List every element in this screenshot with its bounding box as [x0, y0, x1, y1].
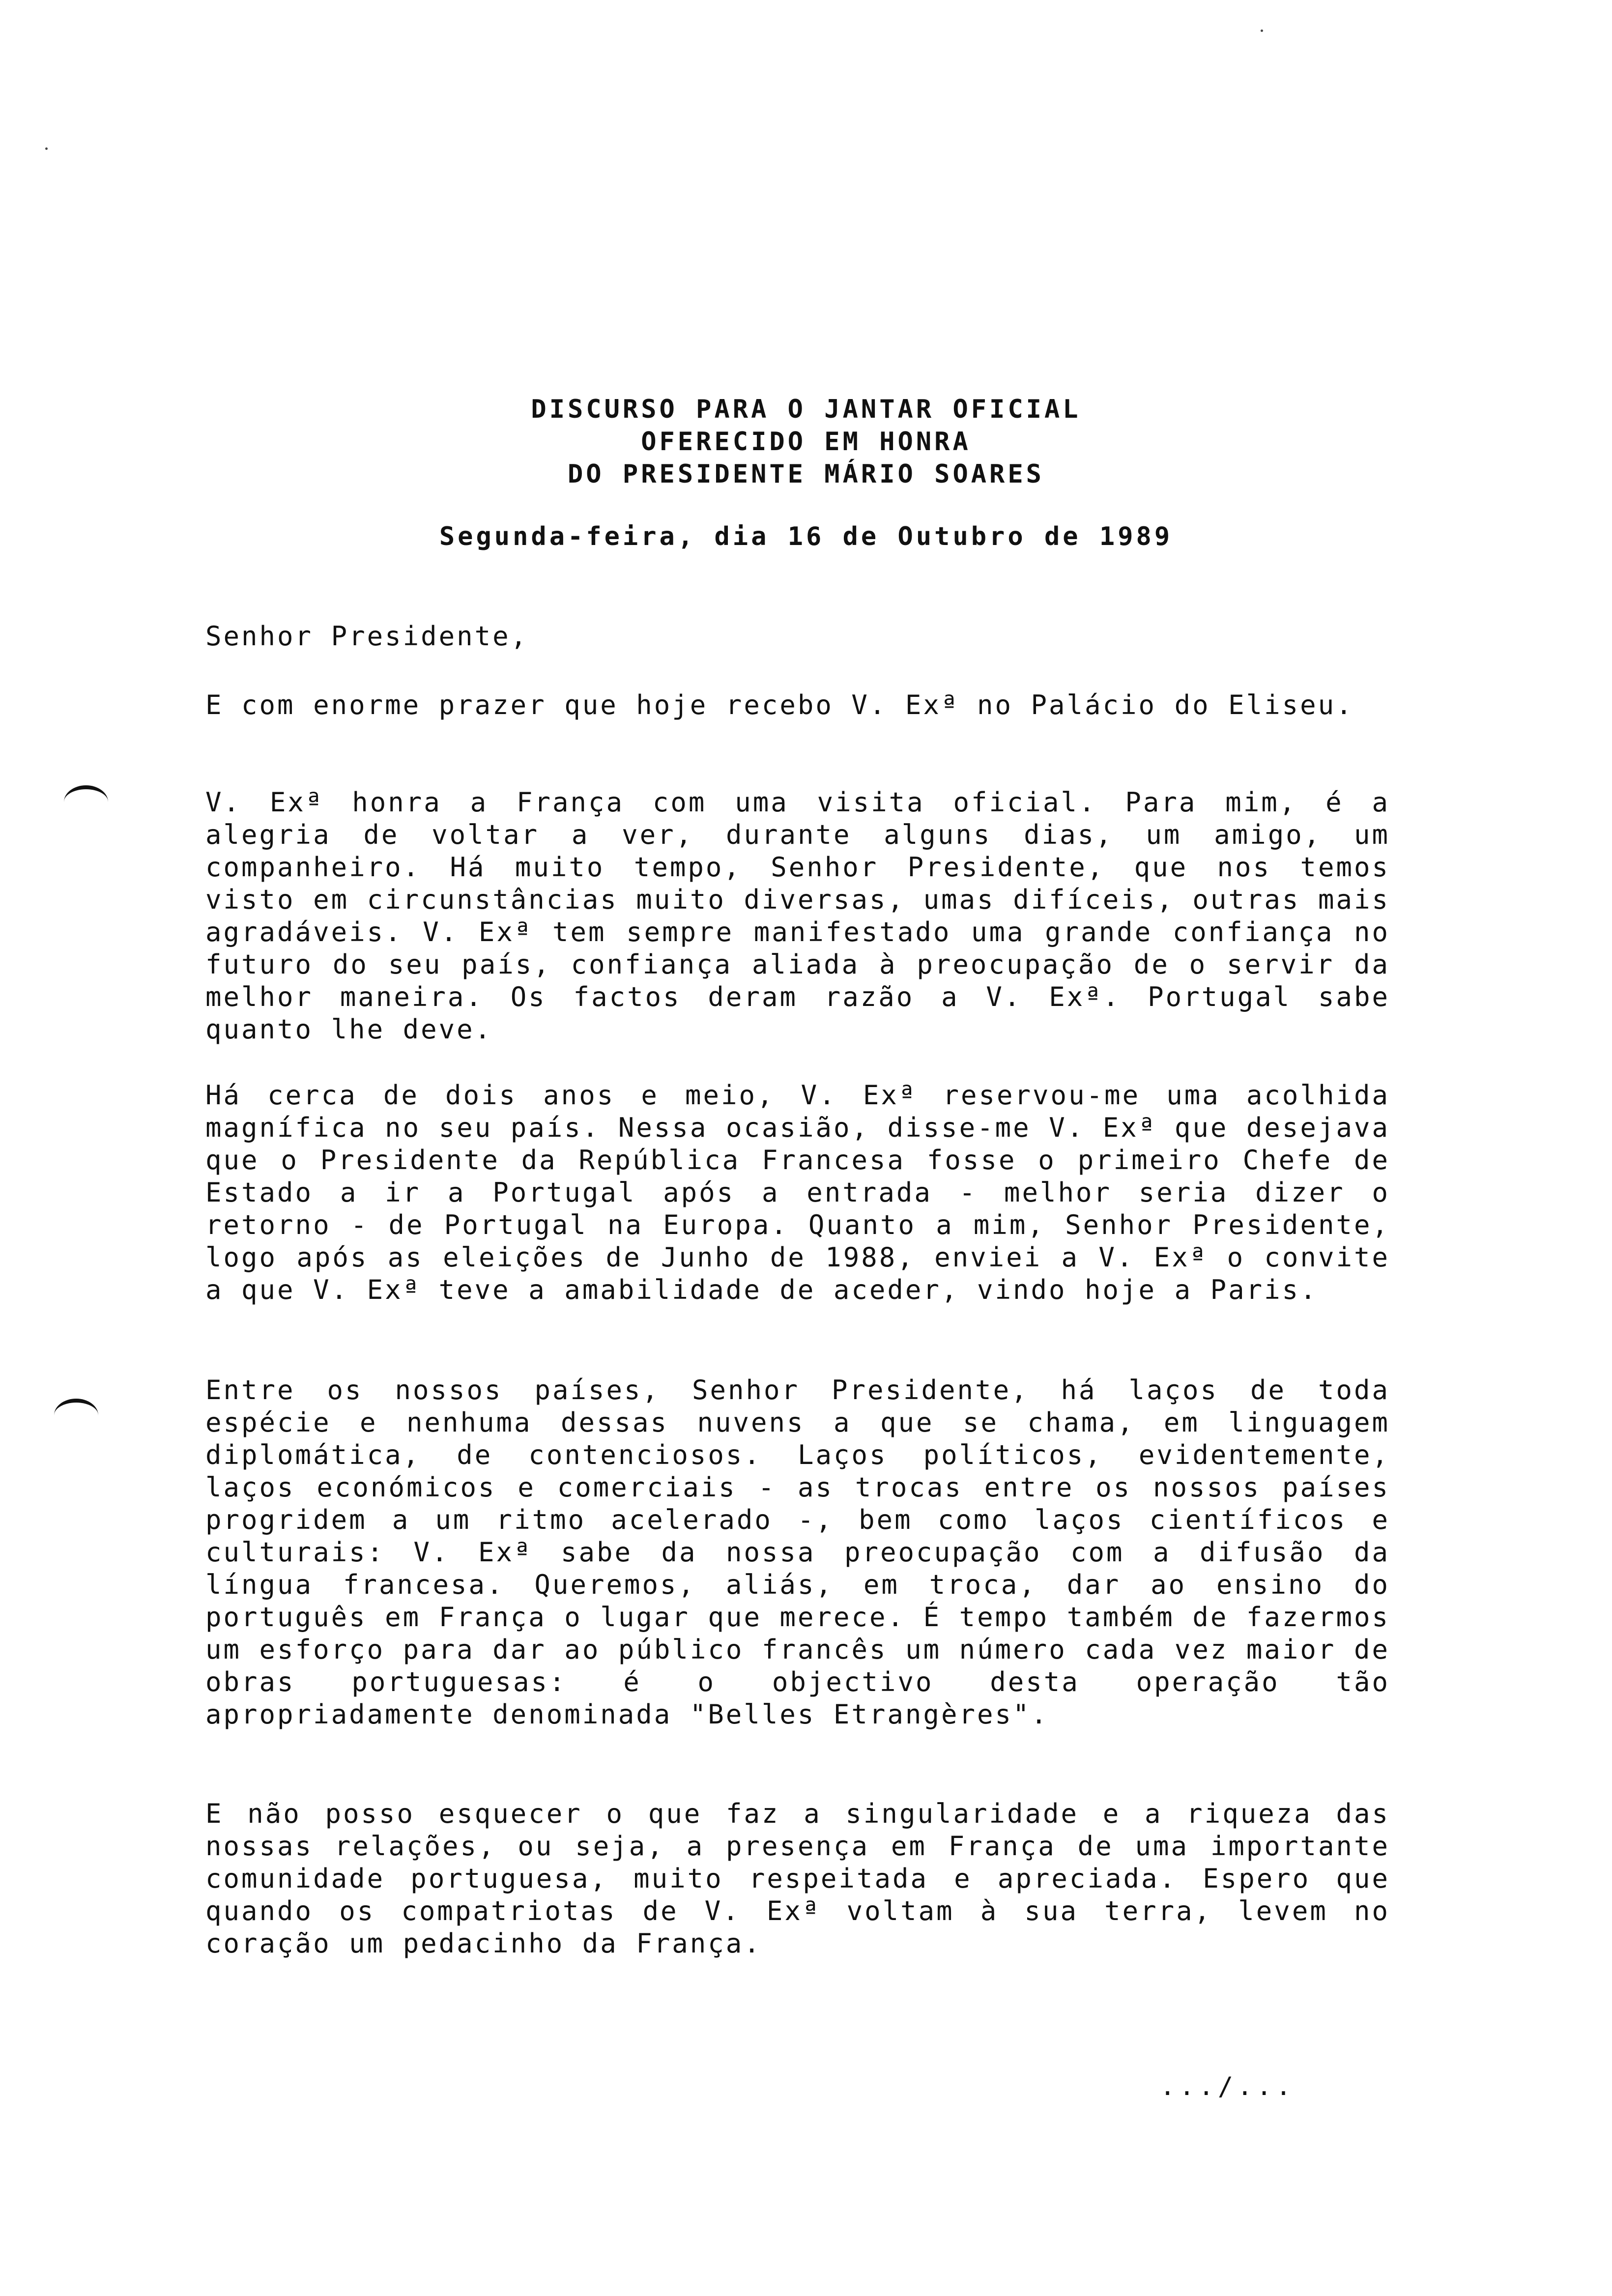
paragraph-1: E com enorme prazer que hoje recebo V. Exª no Palácio do Eliseu. [205, 689, 1354, 720]
paragraph-2: V. Exª honra a França com uma visita oficial. Para mim, é a alegria de voltar a ver, durante alguns dias, um amigo, um companheiro. Há muito tempo, Senhor Presidente, que nos temos visto em circunstâncias muito diversas, umas difíceis, outras mais agradáveis. V. Exª tem sempre manifestado uma grande confiança no futuro do seu país, confiança aliada à preocupação de o servir da melhor maneira. Os factos deram razão a V. Exª. Portugal sabe quanto lhe deve. [205, 787, 1390, 1045]
margin-speck [1261, 29, 1263, 32]
margin-speck [45, 147, 48, 150]
paragraph-4: Entre os nossos países, Senhor Presidente, há laços de toda espécie e nenhuma dessas nuvens a que se chama, em linguagem diplomática, de contenciosos. Laços políticos, evidentemente, laços económicos e comerciais - as trocas entre os nossos países progridem a um ritmo acelerado -, bem como laços científicos e culturais: V. Exª sabe da nossa preocupação com a difusão da língua francesa. Queremos, aliás, em troca, dar ao ensino do português em França o lugar que merece. É tempo também de fazermos um esforço para dar ao público francês um número cada vez maior de obras portuguesas: é o objectivo desta operação tão apropriadamente denominada "Belles Etrangères". [205, 1375, 1390, 1730]
paragraph-3: Há cerca de dois anos e meio, V. Exª reservou-me uma acolhida magnífica no seu país. Nessa ocasião, disse-me V. Exª que desejava que o Presidente da República Francesa fosse o primeiro Chefe de Estado a ir a Portugal após a entrada - melhor seria dizer o retorno - de Portugal na Europa. Quanto a mim, Senhor Presidente, logo após as eleições de Junho de 1988, enviei a V. Exª o convite a que V. Exª teve a amabilidade de aceder, vindo hoje a Paris. [205, 1080, 1390, 1305]
title-line-2: OFERECIDO EM HONRA [641, 427, 971, 457]
salutation: Senhor Presidente, [205, 621, 529, 652]
punch-hole-mark-bottom [54, 1399, 98, 1432]
speech-date: Segunda-feira, dia 16 de Outubro de 1989 [439, 522, 1173, 551]
speech-title [0, 393, 1612, 490]
paragraph-5: E não posso esquecer o que faz a singularidade e a riqueza das nossas relações, ou seja, a presença em França de uma importante comunidade portuguesa, muito respeitada e apreciada. Espero que quando os compatriotas de V. Exª voltam à sua terra, levem no coração um pedacinho da França. [205, 1798, 1390, 1959]
continuation-marker: .../... [1160, 2072, 1295, 2101]
title-line-3: DO PRESIDENTE MÁRIO SOARES [568, 459, 1044, 489]
punch-hole-mark-top [64, 785, 108, 819]
title-line-1: DISCURSO PARA O JANTAR OFICIAL [531, 395, 1081, 424]
